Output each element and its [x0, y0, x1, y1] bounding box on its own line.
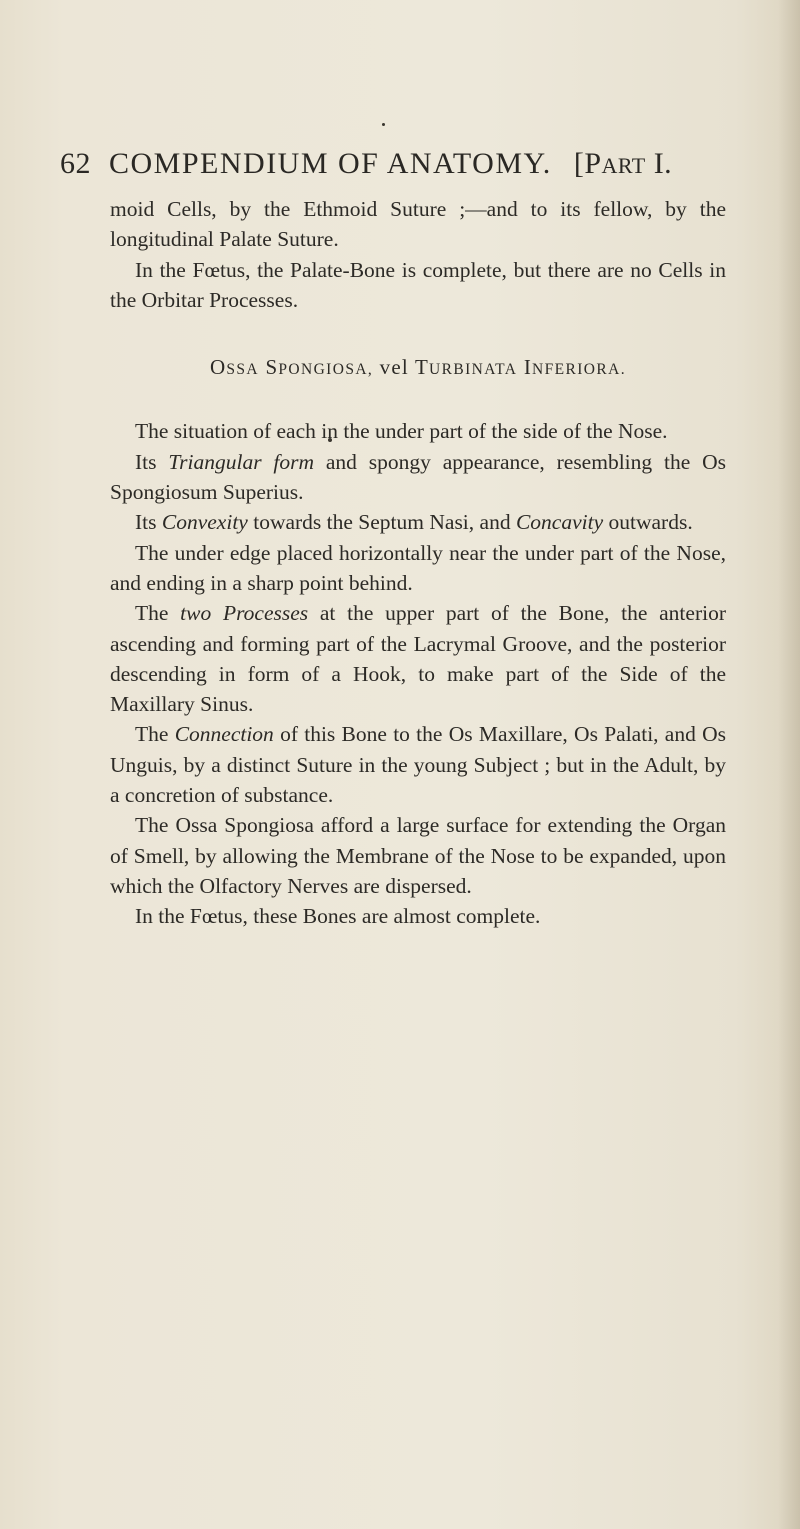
paragraph: In the Fœtus, the Palate-Bone is complete, but there are no Cells in the Orbitar Processes.	[110, 257, 726, 312]
running-head	[60, 147, 780, 181]
paragraph: moid Cells, by the Ethmoid Suture ;—and to its fellow, by the longitudinal Palate Suture.	[110, 197, 726, 252]
paragraph: The two Processes at the upper part of the Bone, the anterior ascending and forming part of the Lacrymal Groove, and the posterior descending in form of a Hook, to make part of the Side of the Maxillary Sinus.	[110, 601, 726, 717]
paper-speck	[382, 123, 385, 126]
page-number: 62	[60, 147, 91, 180]
section-heading: OSSA SPONGIOSA, vel TURBINATA INFERIORA.	[210, 355, 626, 380]
paragraph: The Ossa Spongiosa afford a large surface for extending the Organ of Smell, by allowing the Membrane of the Nose to be expanded, upon which the Olfactory Nerves are dispersed.	[110, 813, 726, 898]
body-text	[110, 194, 726, 932]
page-edge-shadow	[778, 0, 800, 1529]
paragraph: In the Fœtus, these Bones are almost complete.	[135, 904, 541, 929]
part-label: [PART I.	[573, 147, 673, 180]
paragraph: Its Convexity towards the Septum Nasi, and Concavity outwards.	[135, 510, 693, 535]
paragraph: The situation of each in the under part of the side of the Nose.	[135, 419, 668, 444]
book-title: COMPENDIUM OF ANATOMY.	[109, 147, 552, 180]
paragraph: Its Triangular form and spongy appearance, resembling the Os Spongiosum Superius.	[110, 449, 726, 505]
paragraph: The Connection of this Bone to the Os Maxillare, Os Palati, and Os Unguis, by a distinct Suture in the young Subject ; but in the Adult, by a concretion of substance.	[110, 722, 726, 808]
paragraph: The under edge placed horizontally near the under part of the Nose, and ending in a sharp point behind.	[110, 540, 726, 595]
